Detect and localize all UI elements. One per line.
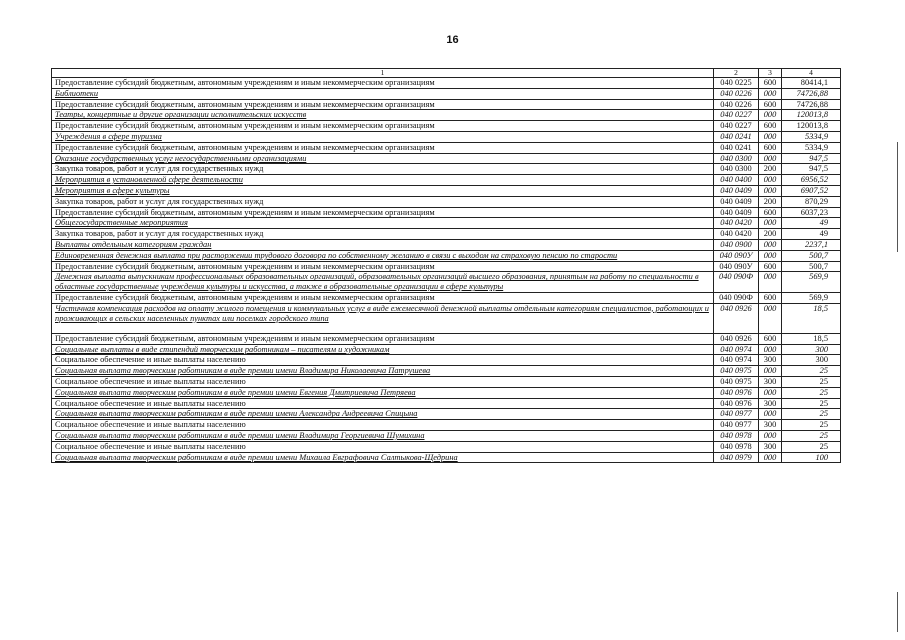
row-code: 040 0227 (714, 110, 759, 121)
row-description: Социальная выплата творческим работникам в виде премии имени Михаила Евграфовича Салтыкова-Щедрина (52, 452, 714, 463)
row-amount: 25 (782, 420, 841, 431)
row-amount: 25 (782, 366, 841, 377)
row-code: 040 0225 (714, 78, 759, 89)
row-code: 040 0409 (714, 207, 759, 218)
row-code: 040 0227 (714, 121, 759, 132)
row-type-code: 000 (759, 272, 782, 293)
row-type-code: 600 (759, 207, 782, 218)
row-type-code: 000 (759, 366, 782, 377)
row-amount: 25 (782, 398, 841, 409)
row-description: Социальное обеспечение и иные выплаты населению (52, 420, 714, 431)
row-description: Социальное обеспечение и иные выплаты населению (52, 376, 714, 387)
table-row (52, 333, 841, 344)
row-description: Закупка товаров, работ и услуг для государственных нужд (52, 164, 714, 175)
row-amount: 74726,88 (782, 88, 841, 99)
table-row (52, 175, 841, 186)
row-description: Предоставление субсидий бюджетным, автономным учреждениям и иным некоммерческим организациям (52, 207, 714, 218)
table-row (52, 452, 841, 463)
row-description: Закупка товаров, работ и услуг для государственных нужд (52, 196, 714, 207)
row-code: 040 0976 (714, 387, 759, 398)
table-row (52, 229, 841, 240)
row-description: Предоставление субсидий бюджетным, автономным учреждениям и иным некоммерческим организациям (52, 99, 714, 110)
row-code: 040 0226 (714, 99, 759, 110)
row-description: Предоставление субсидий бюджетным, автономным учреждениям и иным некоммерческим организациям (52, 292, 714, 303)
row-type-code: 600 (759, 261, 782, 272)
row-code: 040 0926 (714, 333, 759, 344)
row-code: 040 0978 (714, 430, 759, 441)
row-amount: 947,5 (782, 164, 841, 175)
row-code: 040 0420 (714, 218, 759, 229)
row-code: 040 0300 (714, 164, 759, 175)
row-description: Предоставление субсидий бюджетным, автономным учреждениям и иным некоммерческим организациям (52, 142, 714, 153)
table-row (52, 239, 841, 250)
row-amount: 6907,52 (782, 185, 841, 196)
row-amount: 25 (782, 376, 841, 387)
row-description: Мероприятия в установленной сфере деятельности (52, 175, 714, 186)
table-row (52, 121, 841, 132)
table-row (52, 218, 841, 229)
row-code: 040 090У (714, 261, 759, 272)
row-amount: 80414,1 (782, 78, 841, 89)
row-description: Предоставление субсидий бюджетным, автономным учреждениям и иным некоммерческим организациям (52, 333, 714, 344)
row-type-code: 300 (759, 441, 782, 452)
row-description: Социальная выплата творческим работникам в виде премии имени Александра Андреевича Спицына (52, 409, 714, 420)
table-row (52, 153, 841, 164)
row-code: 040 0976 (714, 398, 759, 409)
table-row (52, 110, 841, 121)
row-amount: 6956,52 (782, 175, 841, 186)
row-type-code: 000 (759, 344, 782, 355)
table-row (52, 292, 841, 303)
row-description: Социальные выплаты в виде стипендий творческим работникам – писателям и художникам (52, 344, 714, 355)
row-code: 040 0241 (714, 142, 759, 153)
column-header: 1 (52, 69, 714, 78)
row-code: 040 0409 (714, 185, 759, 196)
row-code: 040 0974 (714, 355, 759, 366)
row-amount: 5334,9 (782, 142, 841, 153)
row-description: Частичная компенсация расходов на оплату жилого помещения и коммунальных услуг в виде ежемесячной денежной выплаты отдельным категориям специалистов, работающих и проживающих в сельских населенных пунктах или поселках городского типа (52, 303, 714, 333)
row-code: 040 0409 (714, 196, 759, 207)
row-type-code: 300 (759, 420, 782, 431)
row-type-code: 000 (759, 131, 782, 142)
row-type-code: 000 (759, 452, 782, 463)
row-type-code: 600 (759, 121, 782, 132)
row-code: 040 0974 (714, 344, 759, 355)
row-amount: 18,5 (782, 303, 841, 333)
row-type-code: 000 (759, 387, 782, 398)
row-description: Социальное обеспечение и иные выплаты населению (52, 398, 714, 409)
row-amount: 49 (782, 218, 841, 229)
row-type-code: 000 (759, 303, 782, 333)
row-type-code: 600 (759, 78, 782, 89)
row-amount: 120013,8 (782, 121, 841, 132)
row-description: Предоставление субсидий бюджетным, автономным учреждениям и иным некоммерческим организациям (52, 78, 714, 89)
row-type-code: 600 (759, 333, 782, 344)
row-amount: 500,7 (782, 250, 841, 261)
row-description: Выплаты отдельным категориям граждан (52, 239, 714, 250)
row-type-code: 000 (759, 409, 782, 420)
row-code: 040 0979 (714, 452, 759, 463)
row-amount: 25 (782, 409, 841, 420)
row-code: 040 0420 (714, 229, 759, 240)
row-amount: 870,29 (782, 196, 841, 207)
row-type-code: 200 (759, 229, 782, 240)
row-description: Мероприятия в сфере культуры (52, 185, 714, 196)
table-row (52, 272, 841, 293)
row-code: 040 0926 (714, 303, 759, 333)
table-row (52, 409, 841, 420)
row-code: 040 0226 (714, 88, 759, 99)
table-row (52, 344, 841, 355)
row-type-code: 600 (759, 292, 782, 303)
table-row (52, 88, 841, 99)
scan-edge-mark (897, 592, 898, 632)
row-description: Предоставление субсидий бюджетным, автономным учреждениям и иным некоммерческим организациям (52, 121, 714, 132)
table-row (52, 185, 841, 196)
table-row (52, 387, 841, 398)
page-number: 16 (446, 34, 459, 46)
row-amount: 300 (782, 355, 841, 366)
table-row (52, 420, 841, 431)
row-type-code: 200 (759, 196, 782, 207)
row-code: 040 0977 (714, 409, 759, 420)
table-row (52, 78, 841, 89)
table-row (52, 164, 841, 175)
table-row (52, 366, 841, 377)
table-row (52, 303, 841, 333)
row-description: Социальная выплата творческим работникам в виде премии имени Евгения Дмитриевича Петряева (52, 387, 714, 398)
table-row (52, 430, 841, 441)
row-type-code: 000 (759, 250, 782, 261)
table-row (52, 131, 841, 142)
row-code: 040 090Ф (714, 272, 759, 293)
row-description: Предоставление субсидий бюджетным, автономным учреждениям и иным некоммерческим организациям (52, 261, 714, 272)
row-description: Единовременная денежная выплата при расторжении трудового договора по собственному желанию в связи с выходом на страховую пенсию по старости (52, 250, 714, 261)
scan-edge-mark (897, 142, 898, 252)
row-code: 040 0241 (714, 131, 759, 142)
row-code: 040 0300 (714, 153, 759, 164)
row-type-code: 000 (759, 175, 782, 186)
row-description: Театры, концертные и другие организации исполнительских искусств (52, 110, 714, 121)
row-code: 040 0975 (714, 376, 759, 387)
table-row (52, 196, 841, 207)
row-amount: 500,7 (782, 261, 841, 272)
column-header: 2 (714, 69, 759, 78)
table-row (52, 99, 841, 110)
row-description: Социальная выплата творческим работникам в виде премии имени Владимира Георгиевича Шумихина (52, 430, 714, 441)
row-description: Библиотеки (52, 88, 714, 99)
row-code: 040 0978 (714, 441, 759, 452)
row-description: Закупка товаров, работ и услуг для государственных нужд (52, 229, 714, 240)
row-amount: 5334,9 (782, 131, 841, 142)
budget-table (51, 68, 841, 463)
row-amount: 6037,23 (782, 207, 841, 218)
row-type-code: 300 (759, 398, 782, 409)
table-row (52, 250, 841, 261)
row-type-code: 000 (759, 430, 782, 441)
row-type-code: 200 (759, 164, 782, 175)
row-amount: 300 (782, 344, 841, 355)
row-code: 040 0900 (714, 239, 759, 250)
table-row (52, 355, 841, 366)
row-amount: 25 (782, 387, 841, 398)
row-amount: 2237,1 (782, 239, 841, 250)
row-type-code: 300 (759, 355, 782, 366)
row-type-code: 300 (759, 376, 782, 387)
row-amount: 74726,88 (782, 99, 841, 110)
table-header-row (52, 69, 841, 78)
column-header: 3 (759, 69, 782, 78)
row-code: 040 0977 (714, 420, 759, 431)
table-row (52, 398, 841, 409)
table-row (52, 376, 841, 387)
table-row (52, 261, 841, 272)
row-code: 040 090У (714, 250, 759, 261)
row-amount: 25 (782, 441, 841, 452)
row-type-code: 000 (759, 239, 782, 250)
row-type-code: 000 (759, 88, 782, 99)
table-row (52, 441, 841, 452)
row-code: 040 0400 (714, 175, 759, 186)
row-amount: 49 (782, 229, 841, 240)
row-description: Денежная выплата выпускникам профессиональных образовательных организаций, образовательных организаций высшего образования, принятым на работу по специальности в областные государственные учреждения культуры и искусства, а также в образовательные организации в сфере культуры (52, 272, 714, 293)
row-description: Социальное обеспечение и иные выплаты населению (52, 441, 714, 452)
row-amount: 569,9 (782, 292, 841, 303)
row-amount: 947,5 (782, 153, 841, 164)
row-amount: 120013,8 (782, 110, 841, 121)
row-type-code: 600 (759, 99, 782, 110)
row-amount: 18,5 (782, 333, 841, 344)
row-type-code: 600 (759, 142, 782, 153)
row-amount: 569,9 (782, 272, 841, 293)
row-amount: 100 (782, 452, 841, 463)
row-description: Социальная выплата творческим работникам в виде премии имени Владимира Николаевича Патрушева (52, 366, 714, 377)
row-description: Оказание государственных услуг негосударственными организациями (52, 153, 714, 164)
row-type-code: 000 (759, 153, 782, 164)
column-header: 4 (782, 69, 841, 78)
row-description: Общегосударственные мероприятия (52, 218, 714, 229)
row-code: 040 0975 (714, 366, 759, 377)
row-description: Социальное обеспечение и иные выплаты населению (52, 355, 714, 366)
row-description: Учреждения в сфере туризма (52, 131, 714, 142)
row-amount: 25 (782, 430, 841, 441)
table-row (52, 207, 841, 218)
row-type-code: 000 (759, 218, 782, 229)
table-row (52, 142, 841, 153)
row-type-code: 000 (759, 110, 782, 121)
row-type-code: 000 (759, 185, 782, 196)
row-code: 040 090Ф (714, 292, 759, 303)
